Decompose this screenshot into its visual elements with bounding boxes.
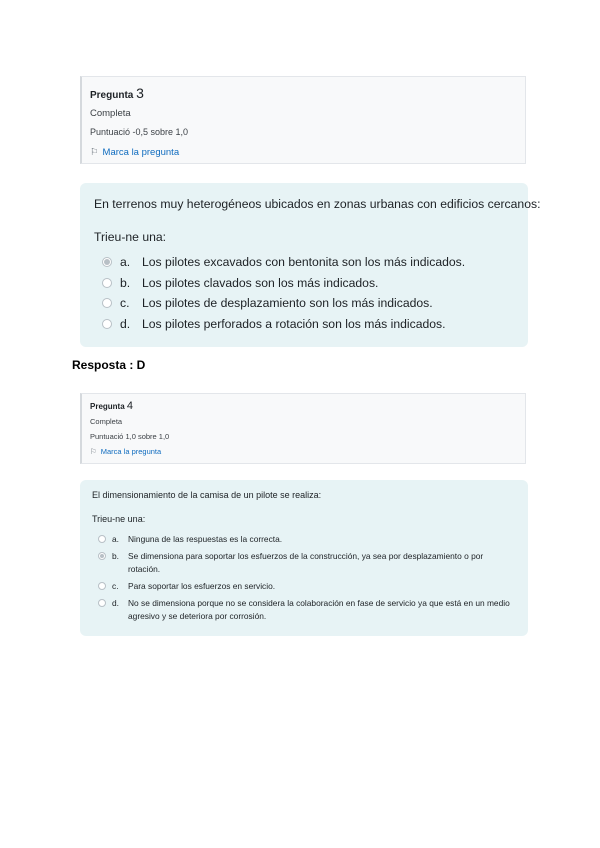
radio-button-icon[interactable] (98, 599, 106, 607)
question-3-score: Puntuació -0,5 sobre 1,0 (90, 127, 189, 137)
radio-button-icon[interactable] (98, 552, 106, 560)
question-3-option-d[interactable] (102, 316, 446, 332)
radio-button-icon[interactable] (98, 582, 106, 590)
option-letter: b. (120, 276, 131, 290)
option-text: Ninguna de las respuestas es la correcta. (128, 534, 283, 544)
question-4-score: Puntuació 1,0 sobre 1,0 (90, 432, 170, 441)
option-letter: a. (120, 255, 131, 269)
question-4-info-panel (80, 393, 526, 464)
radio-button-icon[interactable] (102, 257, 112, 267)
question-3-content (80, 183, 541, 347)
question-4-number: 4 (126, 400, 134, 412)
answer-note: Resposta : D (72, 358, 146, 372)
radio-button-icon[interactable] (102, 298, 112, 308)
option-text: Para soportar los esfuerzos en servicio. (128, 581, 276, 591)
option-text: No se dimensiona porque no se considera la colaboración en fase de servicio ya que está en un medio agresivo y se deteriora por corrosión. (128, 598, 510, 621)
question-3-prompt: Trieu-ne una: (94, 230, 167, 244)
question-3-heading (90, 85, 144, 101)
question-4-flag-link[interactable] (90, 447, 161, 456)
option-text: Se dimensiona para soportar los esfuerzos de la construcción, ya sea por desplazamiento o por rotación. (128, 551, 484, 574)
question-4-option-d[interactable] (98, 597, 514, 622)
question-4-option-b[interactable] (98, 550, 514, 575)
option-letter: d. (120, 317, 131, 331)
question-3-flag-label: Marca la pregunta (102, 147, 180, 158)
question-3-flag-link[interactable] (90, 147, 179, 158)
option-letter: b. (112, 551, 119, 561)
question-3-status: Completa (90, 108, 131, 119)
question-3-text: En terrenos muy heterogéneos ubicados en zonas urbanas con edificios cercanos: (94, 197, 541, 211)
option-text: Los pilotes excavados con bentonita son los más indicados. (142, 255, 466, 269)
question-4-option-a[interactable] (98, 533, 514, 546)
question-4-content (80, 480, 528, 636)
flag-icon: ⚐ (90, 447, 97, 456)
option-letter: c. (120, 296, 130, 310)
option-letter: a. (112, 534, 119, 544)
question-3-label: Pregunta (90, 90, 134, 101)
option-letter: d. (112, 598, 119, 608)
option-text: Los pilotes perforados a rotación son los más indicados. (142, 317, 446, 331)
question-3-option-c[interactable] (102, 295, 433, 311)
question-3-number: 3 (136, 85, 144, 101)
question-4-label: Pregunta (90, 402, 125, 411)
question-3-option-b[interactable] (102, 275, 378, 291)
question-3-option-a[interactable] (102, 254, 465, 270)
radio-button-icon[interactable] (102, 319, 112, 329)
option-text: Los pilotes de desplazamiento son los más indicados. (142, 296, 433, 310)
flag-icon: ⚐ (90, 147, 99, 158)
question-4-flag-label: Marca la pregunta (100, 447, 162, 456)
radio-button-icon[interactable] (98, 535, 106, 543)
question-4-prompt: Trieu-ne una: (92, 514, 146, 524)
question-4-option-c[interactable] (98, 580, 514, 593)
question-4-text: El dimensionamiento de la camisa de un pilote se realiza: (92, 490, 322, 500)
option-text: Los pilotes clavados son los más indicados. (142, 276, 379, 290)
question-3-info-panel (80, 76, 526, 164)
radio-button-icon[interactable] (102, 278, 112, 288)
question-4-status: Completa (90, 417, 123, 426)
question-4-heading (90, 400, 133, 412)
option-letter: c. (112, 581, 119, 591)
